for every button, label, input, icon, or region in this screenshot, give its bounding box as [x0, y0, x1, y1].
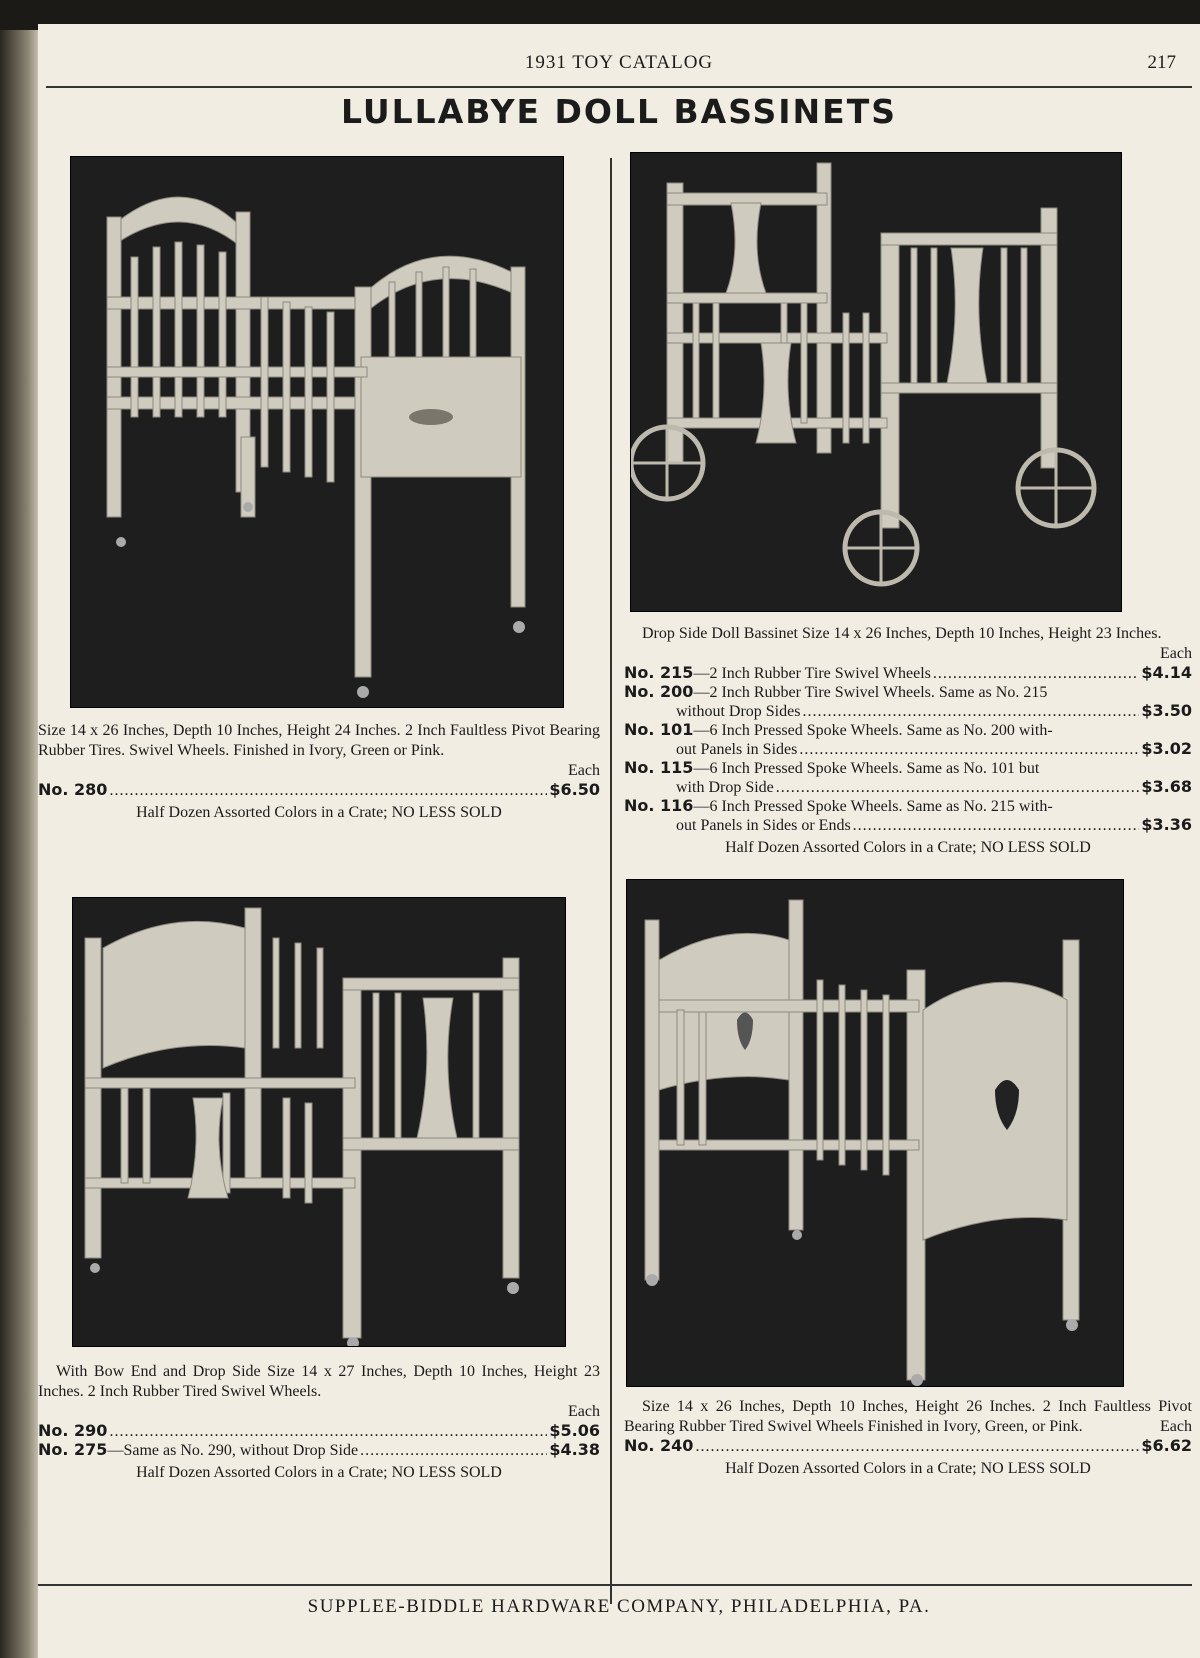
each-label: Each	[568, 1403, 600, 1420]
leader-dots	[933, 665, 1139, 683]
column-divider	[610, 158, 612, 1604]
bassinet-bow-end-illustration	[73, 898, 565, 1346]
item-number: No. 115	[624, 758, 694, 777]
item-price: $5.06	[549, 1421, 600, 1440]
bassinet-215-photo	[630, 152, 1122, 612]
page-title: LULLABYE DOLL BASSINETS	[341, 92, 897, 131]
item-number: No. 116	[624, 796, 694, 815]
price-line-115-cont	[624, 778, 1192, 797]
bassinet-spoke-wheels-illustration	[631, 153, 1121, 611]
price-line-275	[38, 1441, 600, 1460]
book-gutter	[0, 30, 40, 1658]
item-price: $6.62	[1141, 1436, 1192, 1455]
bassinet-215-block	[624, 624, 1192, 858]
price-line-115	[624, 759, 1192, 778]
item-price: $6.50	[549, 780, 600, 799]
leader-dots	[109, 782, 547, 800]
item-price: $3.68	[1141, 777, 1192, 796]
item-text: —2 Inch Rubber Tire Swivel Wheels	[693, 665, 931, 682]
leader-dots	[776, 779, 1140, 797]
item-text-cont: without Drop Sides	[676, 703, 801, 720]
bassinet-280-block	[38, 721, 600, 823]
bassinet-215-description: Drop Side Doll Bassinet Size 14 x 26 Inches, Depth 10 Inches, Height 23 Inches.	[642, 625, 1162, 642]
bassinet-290-description: With Bow End and Drop Side Size 14 x 27 Inches, Depth 10 Inches, Height 23 Inches. 2 Inch Rubber Tired Swivel Wheels.	[38, 1363, 600, 1400]
item-text: —6 Inch Pressed Spoke Wheels. Same as No. 101 but	[693, 760, 1040, 777]
price-line	[38, 781, 600, 800]
each-label: Each	[1160, 1418, 1192, 1435]
each-label: Each	[568, 762, 600, 779]
crate-note: Half Dozen Assorted Colors in a Crate; NO LESS SOLD	[725, 839, 1091, 856]
leader-dots	[695, 1438, 1139, 1456]
item-text: —Same as No. 290, without Drop Side	[107, 1442, 359, 1459]
price-line-240	[624, 1437, 1192, 1456]
crate-note: Half Dozen Assorted Colors in a Crate; NO LESS SOLD	[725, 1460, 1091, 1477]
catalog-page	[38, 24, 1200, 1658]
each-label: Each	[1160, 645, 1192, 662]
item-number: No. 290	[38, 1421, 108, 1440]
leader-dots	[109, 1423, 547, 1441]
item-number: No. 101	[624, 720, 694, 739]
item-text-cont: out Panels in Sides	[676, 741, 798, 758]
crate-note: Half Dozen Assorted Colors in a Crate; NO LESS SOLD	[136, 804, 502, 821]
bassinet-290-photo	[72, 897, 566, 1347]
item-number: No. 240	[624, 1436, 694, 1455]
bassinet-solid-ends-illustration	[627, 880, 1123, 1386]
leader-dots	[799, 741, 1139, 759]
item-text-cont: with Drop Side	[676, 779, 774, 796]
running-header: 1931 TOY CATALOG	[524, 52, 714, 73]
price-line-101	[624, 721, 1192, 740]
price-line-200	[624, 683, 1192, 702]
price-line-200-cont	[624, 702, 1192, 721]
bassinet-280-photo	[70, 156, 564, 708]
price-line-290	[38, 1422, 600, 1441]
crate-note: Half Dozen Assorted Colors in a Crate; NO LESS SOLD	[136, 1464, 502, 1481]
page-number: 217	[1147, 52, 1176, 73]
item-number: No. 275	[38, 1440, 108, 1459]
leader-dots	[802, 703, 1139, 721]
price-line-116	[624, 797, 1192, 816]
item-price: $4.14	[1141, 663, 1192, 682]
header-rule	[46, 86, 1192, 88]
item-text: —2 Inch Rubber Tire Swivel Wheels. Same as No. 215	[693, 684, 1048, 701]
item-price: $3.36	[1141, 815, 1192, 834]
footer-rule	[38, 1584, 1192, 1586]
item-number: No. 280	[38, 780, 108, 799]
item-number: No. 200	[624, 682, 694, 701]
item-number: No. 215	[624, 663, 694, 682]
publisher-footer: SUPPLEE-BIDDLE HARDWARE COMPANY, PHILADELPHIA, PA.	[307, 1596, 931, 1617]
item-price: $3.02	[1141, 739, 1192, 758]
item-text: —6 Inch Pressed Spoke Wheels. Same as No. 215 with-	[693, 798, 1053, 815]
bassinet-240-block	[624, 1397, 1192, 1479]
item-price: $3.50	[1141, 701, 1192, 720]
leader-dots	[360, 1442, 547, 1460]
item-text-cont: out Panels in Sides or Ends	[676, 817, 851, 834]
bassinet-arched-ends-illustration	[71, 157, 563, 707]
item-price: $4.38	[549, 1440, 600, 1459]
bassinet-280-description: Size 14 x 26 Inches, Depth 10 Inches, Height 24 Inches. 2 Inch Faultless Pivot Bearing Rubber Tires. Swivel Wheels. Finished in Ivory, Green or Pink.	[38, 722, 600, 759]
bassinet-290-block	[38, 1362, 600, 1483]
price-line-101-cont	[624, 740, 1192, 759]
item-text: —6 Inch Pressed Spoke Wheels. Same as No. 200 with-	[693, 722, 1053, 739]
leader-dots	[853, 817, 1140, 835]
price-line-215	[624, 664, 1192, 683]
bassinet-240-description: Size 14 x 26 Inches, Depth 10 Inches, Height 26 Inches. 2 Inch Faultless Pivot Bearing Rubber Tired Swivel Wheels Finished in Ivory, Green, or Pink.	[624, 1398, 1192, 1435]
bassinet-240-photo	[626, 879, 1124, 1387]
price-line-116-cont	[624, 816, 1192, 835]
